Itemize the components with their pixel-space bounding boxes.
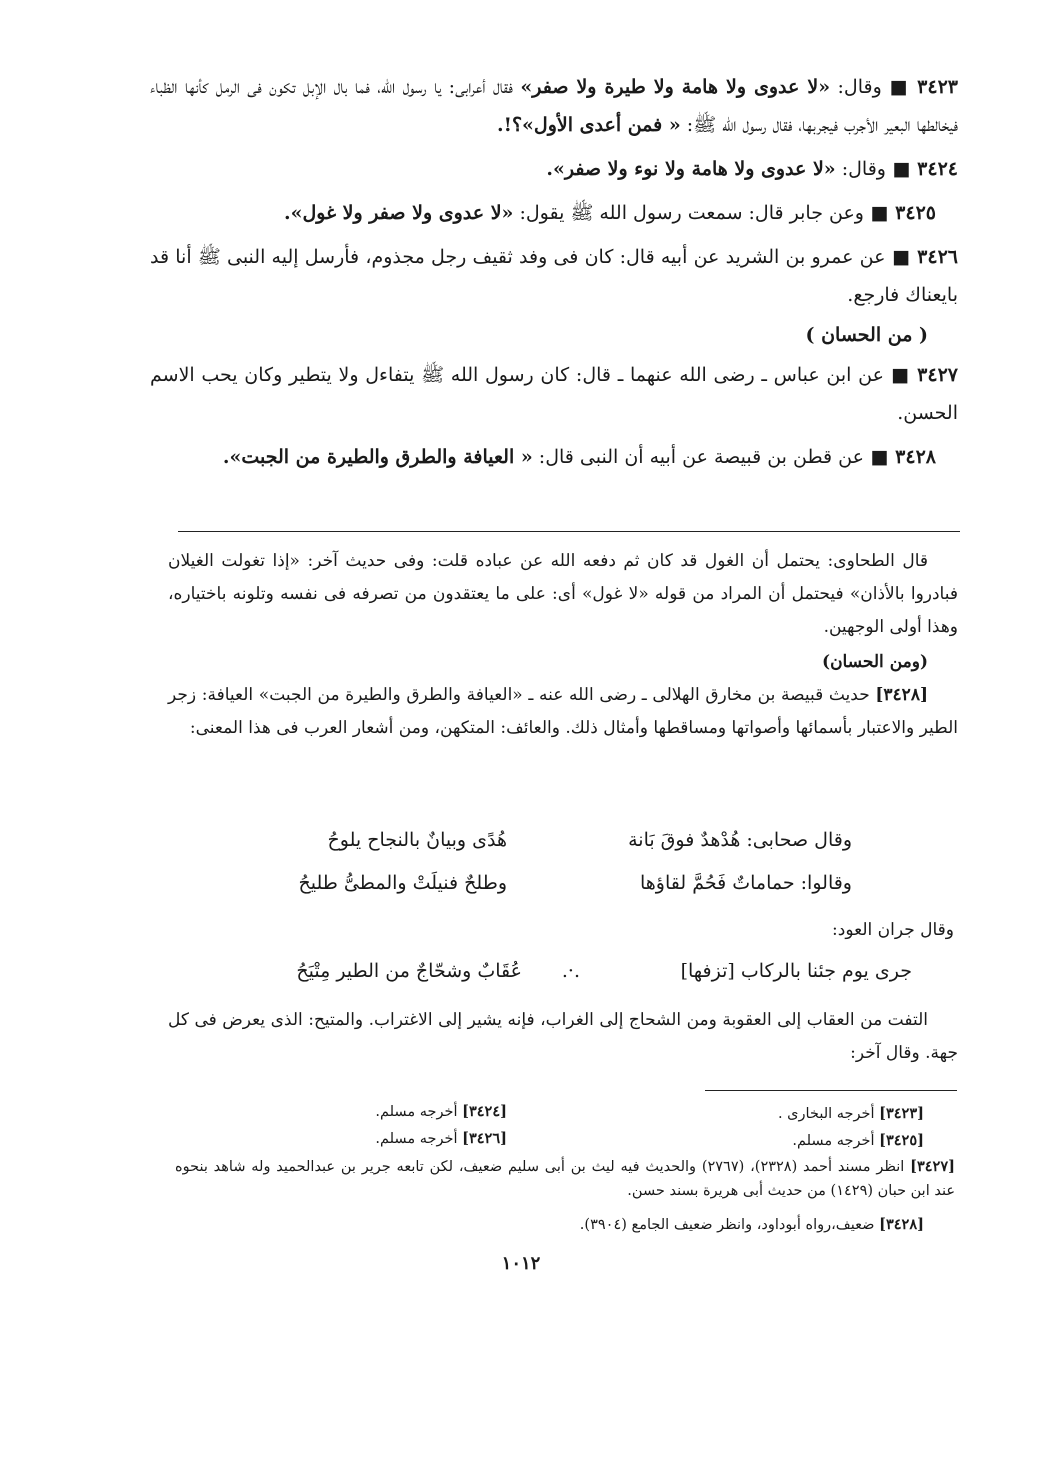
footnote-text: ضعيف،رواه أبوداود، وانظر ضعيف الجامع (٣٩٠٤). xyxy=(579,1217,880,1233)
hadith-3428: ٣٤٢٨ ■ عن قطن بن قبيصة عن أبيه أن النبى قال: « العيافة والطرق والطيرة من الجبت». xyxy=(222,446,936,468)
commentary-text: حديث قبيصة بن مخارق الهلالى ـ رضى الله عنه ـ «العيافة والطرق والطيرة من الجبت» العيافة: زجر الطير والاعتبار بأسمائها وأصواتها ومساقطها وأمثال ذلك. والعائف: المتكهن، ومن أشعار العرب فى هذا المعنى: xyxy=(168,685,958,738)
footnote-divider xyxy=(705,1090,957,1091)
poet-intro: وقال جران العود: xyxy=(832,920,954,940)
hadith-text: وقال: xyxy=(835,158,886,180)
hadith-quote: « العيافة والطرق والطيرة من الجبت». xyxy=(222,446,533,468)
commentary-paragraph: قال الطحاوى: يحتمل أن الغول قد كان ثم دفعه الله عن عباده قلت: وفى حديث آخر: «إذا تغولت الغيلان فبادروا بالأذان» فيحتمل أن المراد من قوله «لا غول» أى: على ما يعتقدون من تصرفه فى نفسه وتلونه باختياره، وهذا أولى الوجهين. xyxy=(168,551,958,637)
footnote-3423 xyxy=(778,1103,924,1125)
verse-separator: .·. xyxy=(561,960,580,982)
hadith-text: وعن جابر قال: سمعت رسول الله ﷺ يقول: xyxy=(513,202,864,224)
hadith-number: ٣٤٢٤ xyxy=(917,158,958,180)
footnote-3424 xyxy=(375,1101,507,1123)
hadith-3424: ٣٤٢٤ ■ وقال: «لا عدوى ولا هامة ولا نوء ولا صفر». xyxy=(546,158,958,180)
section-heading: ( من الحسان ) xyxy=(805,324,928,346)
footnote-3426 xyxy=(375,1128,507,1150)
footnote-text: أخرجه مسلم. xyxy=(375,1131,463,1147)
verse-2-right: وقالوا: حماماتٌ فَحُمَّ لقاؤها xyxy=(640,872,852,894)
hadith-block xyxy=(150,68,958,476)
footnote-3428 xyxy=(580,1214,924,1236)
hadith-number: ٣٤٢٨ xyxy=(895,446,936,468)
section-divider xyxy=(178,531,960,532)
hadith-3425: ٣٤٢٥ ■ وعن جابر قال: سمعت رسول الله ﷺ يقول: «لا عدوى ولا صفر ولا غول». xyxy=(283,202,936,224)
hadith-number: ٣٤٢٣ xyxy=(917,76,958,98)
hadith-number: ٣٤٢٦ xyxy=(917,246,958,268)
commentary-paragraph: التفت من العقاب إلى العقوبة ومن الشحاج إلى الغراب، فإنه يشير إلى الاغتراب. والمتيح: الذى يعرض فى كل جهة. وقال آخر: xyxy=(168,1010,958,1063)
footnote-number: [٣٤٢٣] xyxy=(879,1105,924,1122)
hadith-text: عن ابن عباس ـ رضى الله عنهما ـ قال: كان رسول الله ﷺ يتفاءل ولا يتطير وكان يحب الاسم الحسن. xyxy=(150,364,958,424)
footnote-text: أخرجه مسلم. xyxy=(792,1133,880,1149)
hadith-quote: «لا عدوى ولا هامة ولا طيرة ولا صفر» xyxy=(520,76,831,98)
footnote-text: أخرجه البخارى . xyxy=(777,1106,880,1122)
verse-1-right: وقال صحابى: هُدْهدٌ فوقَ بَانة xyxy=(628,829,852,851)
hadith-quote: « فمن أعدى الأول»؟!. xyxy=(497,114,681,136)
hadith-quote: «لا عدوى ولا هامة ولا نوء ولا صفر». xyxy=(546,158,836,180)
footnote-number: [٣٤٢٦] xyxy=(462,1130,507,1147)
footnote-3427 xyxy=(175,1155,955,1203)
commentary-tail xyxy=(168,1004,958,1070)
verse-2-left: وطلحٌ فنيلَتْ والمطىُّ طليحُ xyxy=(298,872,507,894)
hadith-3423: ٣٤٢٣ ■ وقال: «لا عدوى ولا هامة ولا طيرة ولا صفر» فقال أعرابى: يا رسول الله، فما بال الإبل تكون فى الرمل كأنها الظباء فيخالطها البعير الأجرب فيجربها، فقال رسول الله ﷺ: « فمن أعدى الأول»؟!. xyxy=(150,76,958,136)
page-number: ١٠١٢ xyxy=(501,1253,541,1274)
footnote-text: أخرجه مسلم. xyxy=(375,1104,463,1120)
commentary-section-heading: (ومن الحسان) xyxy=(822,652,928,672)
footnote-text: انظر مسند أحمد (٢٣٢٨)، (٢٧٦٧) والحديث فيه ليث بن أبى سليم ضعيف، لكن تابعه جرير بن عبدالحميد وله شاهد بنحوه عند ابن حبان (١٤٢٩) من حديث أبى هريرة بسند حسن. xyxy=(175,1159,955,1199)
hadith-text: عن عمرو بن الشريد عن أبيه قال: كان فى وفد ثقيف رجل مجذوم، فأرسل إليه النبى ﷺ أنا قد بايعناك فارجع. xyxy=(150,246,958,306)
commentary-block xyxy=(168,545,958,745)
hadith-text: عن قطن بن قبيصة عن أبيه أن النبى قال: xyxy=(532,446,864,468)
hadith-quote: «لا عدوى ولا صفر ولا غول». xyxy=(283,202,514,224)
verse-3-left: عُقَابٌ وشحّاجٌ من الطير مِتْيَحُ xyxy=(296,960,522,982)
hadith-text: وقال: xyxy=(830,76,882,98)
verse-1-left: هُدًى وبيانٌ بالنجاح يلوحُ xyxy=(327,829,507,851)
footnote-3425 xyxy=(792,1130,924,1152)
footnote-number: [٣٤٢٤] xyxy=(462,1103,507,1120)
hadith-text: فقال أعرابى: يا رسول الله، فما بال الإبل تكون فى الرمل كأنها الظباء فيخالطها البعير الأجرب فيجربها، فقال رسول الله ﷺ: xyxy=(150,76,958,136)
verse-3-right: جرى يوم جئنا بالركاب [تزفها] xyxy=(680,960,912,982)
commentary-paragraph xyxy=(168,679,958,745)
footnote-number: [٣٤٢٧] xyxy=(910,1158,955,1175)
hadith-3426: ٣٤٢٦ ■ عن عمرو بن الشريد عن أبيه قال: كان فى وفد ثقيف رجل مجذوم، فأرسل إليه النبى ﷺ أنا قد بايعناك فارجع. xyxy=(150,246,958,306)
footnote-number: [٣٤٢٨] xyxy=(879,1216,924,1233)
hadith-3427: ٣٤٢٧ ■ عن ابن عباس ـ رضى الله عنهما ـ قال: كان رسول الله ﷺ يتفاءل ولا يتطير وكان يحب الاسم الحسن. xyxy=(150,364,958,424)
hadith-number: ٣٤٢٥ xyxy=(895,202,936,224)
commentary-number: [٣٤٢٨] xyxy=(875,685,928,705)
hadith-number: ٣٤٢٧ xyxy=(917,364,958,386)
footnote-number: [٣٤٢٥] xyxy=(879,1132,924,1149)
